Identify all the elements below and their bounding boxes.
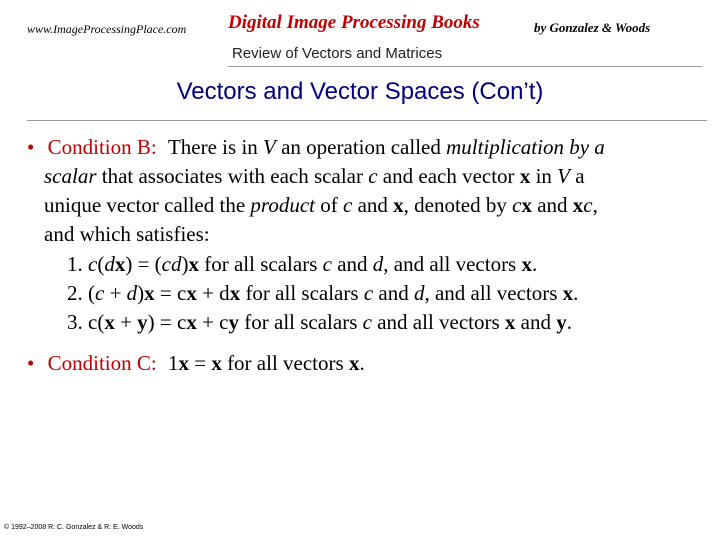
text-run: y [228,310,240,334]
condition-c-label: Condition C: [47,351,157,375]
text-run: c [583,193,593,217]
text-run: multiplication by a [446,135,605,159]
footer-copyright: © 1992–2008 R. C. Gonzalez & R. E. Woods [4,524,144,531]
text-run: and [331,252,373,276]
title-divider [27,120,707,121]
text-run: c [95,281,105,305]
text-run: + c [196,310,229,334]
text-run: and all vectors [371,310,505,334]
text-run: = c [154,281,187,305]
condition-b-text-1 [168,135,605,159]
text-run: x [211,351,222,375]
text-run: . [359,351,365,375]
text-run: of [314,193,343,217]
header-subtitle: Review of Vectors and Matrices [232,45,443,62]
text-run: ) = ( [125,252,162,276]
text-run: d [126,281,138,305]
text-run: + [104,281,127,305]
text-run: c [363,281,374,305]
text-run: , denoted by [403,193,513,217]
text-run: and [531,193,573,217]
text-run: unique vector called the [44,193,251,217]
condition-c-line [27,349,365,378]
condition-b-line-4: and which satisfies: [44,222,210,246]
text-run: a [569,164,585,188]
text-run: and [352,193,394,217]
text-run: and [373,281,414,305]
text-run: = [188,351,212,375]
text-run: ( [97,252,105,276]
text-run: d [372,252,384,276]
slide-title: Vectors and Vector Spaces (Con’t) [176,78,544,105]
text-run: c [322,252,332,276]
condition-b-label: Condition B: [47,135,157,159]
text-run: x [186,310,197,334]
text-run: scalar [44,164,97,188]
text-run: V [263,135,276,159]
text-run: for all scalars [199,252,323,276]
condition-b-line-3 [44,191,598,220]
header-divider [228,66,702,67]
text-run: and [515,310,557,334]
text-run: in [530,164,558,188]
condition-b-item-1 [67,250,537,279]
text-run: x [562,281,574,305]
text-run: c [342,193,353,217]
text-run: x [104,310,115,334]
text-run: x [114,252,126,276]
text-run: ) = c [147,310,187,334]
text-run: an operation called [275,135,447,159]
text-run: y [137,310,148,334]
text-run: 2. ( [67,281,95,305]
text-run: d [413,281,425,305]
text-run: , [592,193,598,217]
text-run: x [521,193,532,217]
text-run: + d [196,281,230,305]
text-run: x [178,351,189,375]
text-run: x [393,193,404,217]
text-run: 1. [67,252,88,276]
text-run: 3. c( [67,310,105,334]
text-run: , and all vectors [424,281,563,305]
text-run: x [188,252,199,276]
text-run: . [566,310,572,334]
text-run: x [519,164,531,188]
text-run: for all scalars [240,281,364,305]
text-run: x [144,281,155,305]
text-run: product [250,193,315,217]
condition-b-line-1 [27,133,605,162]
text-run: c [362,310,372,334]
condition-b-item-2 [67,279,578,308]
text-run: ) [137,281,145,305]
text-run: c [368,164,378,188]
text-run: ) [181,252,189,276]
text-run: y [556,310,567,334]
text-run: cd [161,252,182,276]
text-run: c [88,252,98,276]
text-run: . [573,281,579,305]
text-run: for all vectors [221,351,349,375]
text-run: for all scalars [239,310,363,334]
text-run: 1 [167,351,179,375]
bullet-glyph: • [27,351,35,375]
condition-c-text [168,351,365,375]
text-run: V [557,164,570,188]
condition-b-item-3 [67,308,572,337]
header-url: www.ImageProcessingPlace.com [27,22,187,36]
text-run: d [104,252,115,276]
text-run: and each vector [377,164,520,188]
text-run: , and all vectors [383,252,522,276]
text-run: x [521,252,532,276]
text-run: that associates with each scalar [96,164,369,188]
text-run: x [348,351,360,375]
header-authors: by Gonzalez & Woods [534,20,651,35]
text-run: x [572,193,584,217]
text-run: x [504,310,516,334]
text-run: x [229,281,241,305]
text-run: . [531,252,538,276]
text-run: + [114,310,138,334]
condition-b-line-2 [44,162,585,191]
text-run: c [512,193,522,217]
bullet-glyph: • [27,135,35,159]
text-run: x [186,281,197,305]
text-run: There is in [167,135,264,159]
header-book-title: Digital Image Processing Books [228,12,480,33]
